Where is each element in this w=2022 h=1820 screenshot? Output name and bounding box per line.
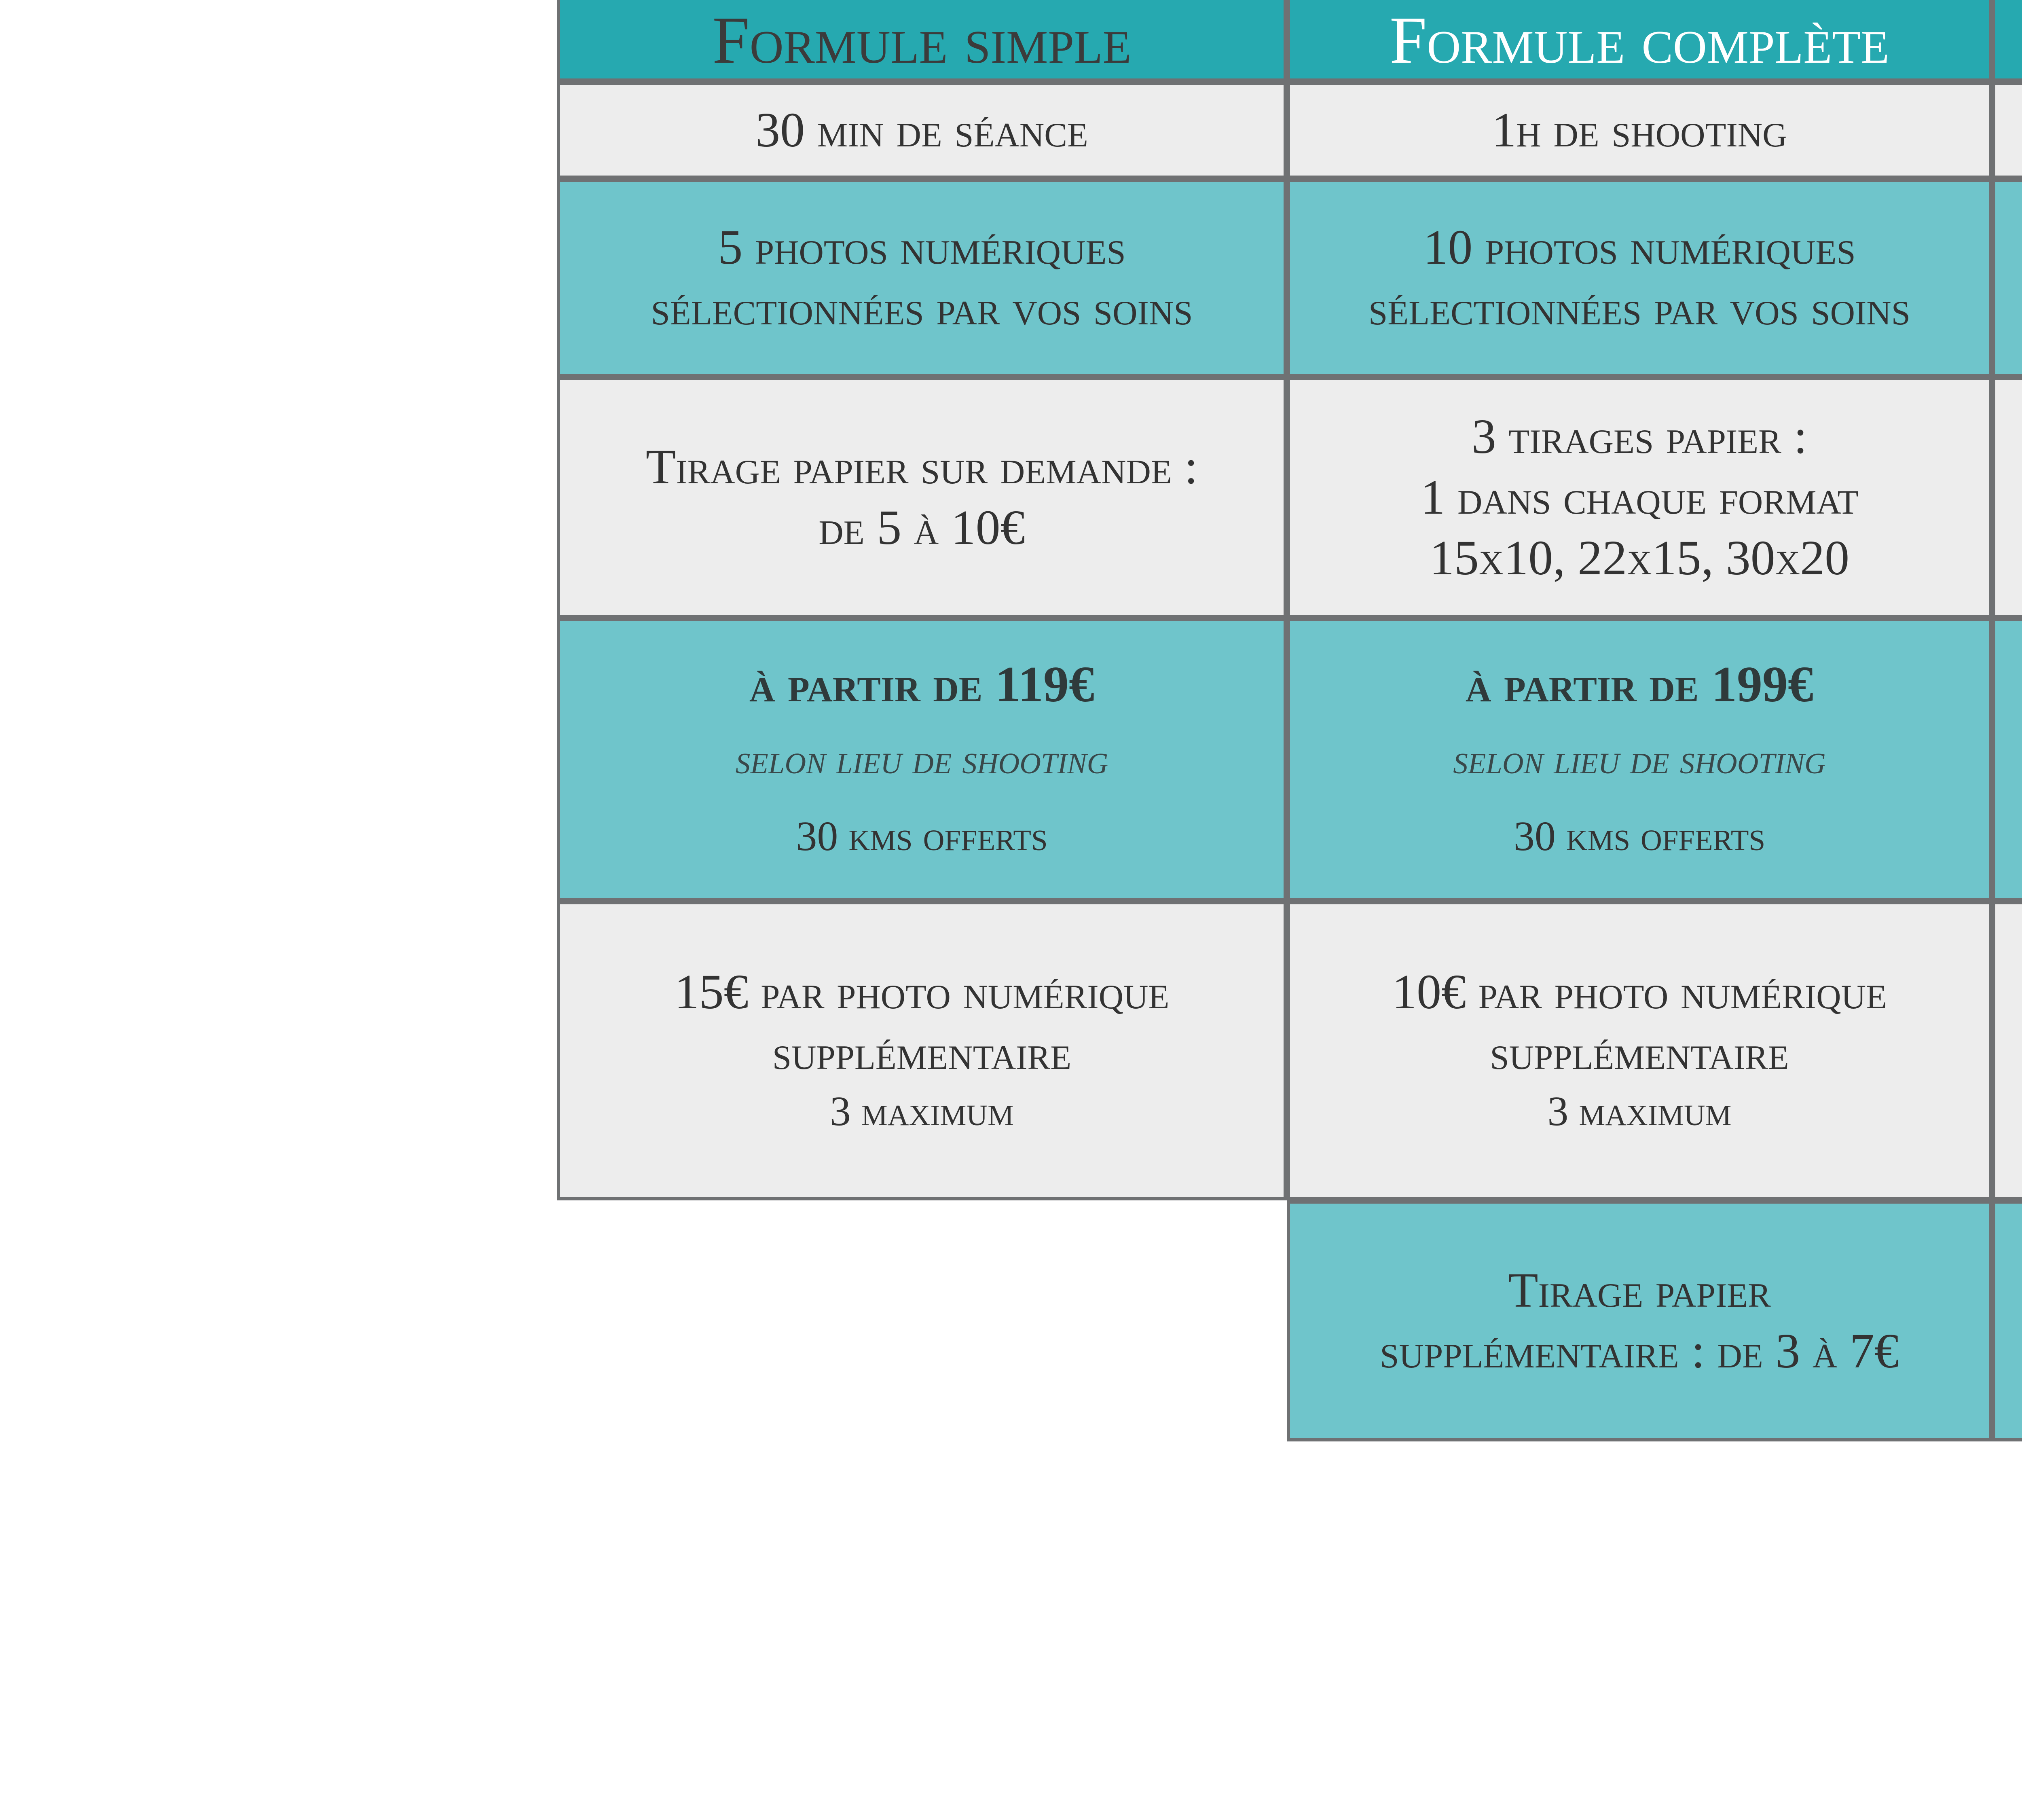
header-formule-simple (557, 0, 1287, 82)
prints-cell (557, 377, 1287, 618)
digital-line: sélectionnées par vos soins (1368, 281, 1910, 335)
digital-line: sélectionnées par vos soins (651, 281, 1193, 335)
header-formule-complete (1287, 0, 1992, 82)
extra-photo-cell (1992, 901, 2022, 1200)
extra-photo-line: 10€ par photo numérique (1392, 965, 1887, 1019)
digital-line: 10 photos numériques (1423, 220, 1856, 275)
price-cell (1992, 618, 2022, 901)
extra-photo-limit: 3 maximum (829, 1088, 1014, 1134)
price-text: à partir de 199€ (1465, 656, 1814, 713)
km-offer: 30 kms offerts (796, 813, 1048, 859)
price-text: à partir de 119€ (749, 656, 1095, 713)
extra-print-cell (1992, 1200, 2022, 1441)
extra-photo-limit: 3 maximum (1547, 1088, 1732, 1134)
km-offer: 30 kms offerts (1513, 813, 1766, 859)
extra-print-line: Tirage papier (1508, 1263, 1771, 1318)
prints-line: 3 tirages papier : (1471, 409, 1808, 464)
duration-cell (557, 82, 1287, 179)
extra-photo-cell (1287, 901, 1992, 1200)
duration-text: 1h de shooting (1491, 103, 1787, 157)
duration-text: 30 min de séance (755, 103, 1088, 157)
prints-line: 1 dans chaque format (1420, 470, 1859, 525)
extra-photo-line: supplémentaire (1490, 1025, 1789, 1080)
prints-line: de 5 à 10€ (819, 500, 1025, 555)
extra-print-cell (1287, 1200, 1992, 1441)
digital-line: 5 photos numériques (718, 220, 1126, 275)
price-cell (1287, 618, 1992, 901)
formule-title: Formule simple (712, 3, 1132, 77)
prints-cell (1287, 377, 1992, 618)
price-cell (557, 618, 1287, 901)
price-note: selon lieu de shooting (1453, 736, 1826, 783)
duration-cell (1992, 82, 2022, 179)
extra-print-line: supplémentaire : de 3 à 7€ (1380, 1324, 1899, 1378)
formule-title: Formule complète (1390, 3, 1889, 77)
digital-photos-cell (1287, 179, 1992, 377)
prints-line: 15x10, 22x15, 30x20 (1429, 531, 1850, 585)
digital-photos-cell (1992, 179, 2022, 377)
extra-photo-line: supplémentaire (772, 1025, 1072, 1080)
extra-photo-cell (557, 901, 1287, 1200)
extra-photo-line: 15€ par photo numérique (674, 965, 1170, 1019)
prints-cell (1992, 377, 2022, 618)
price-note: selon lieu de shooting (735, 736, 1108, 783)
header-formule-extra (1992, 0, 2022, 82)
duration-cell (1287, 82, 1992, 179)
digital-photos-cell (557, 179, 1287, 377)
prints-line: Tirage papier sur demande : (645, 440, 1198, 494)
